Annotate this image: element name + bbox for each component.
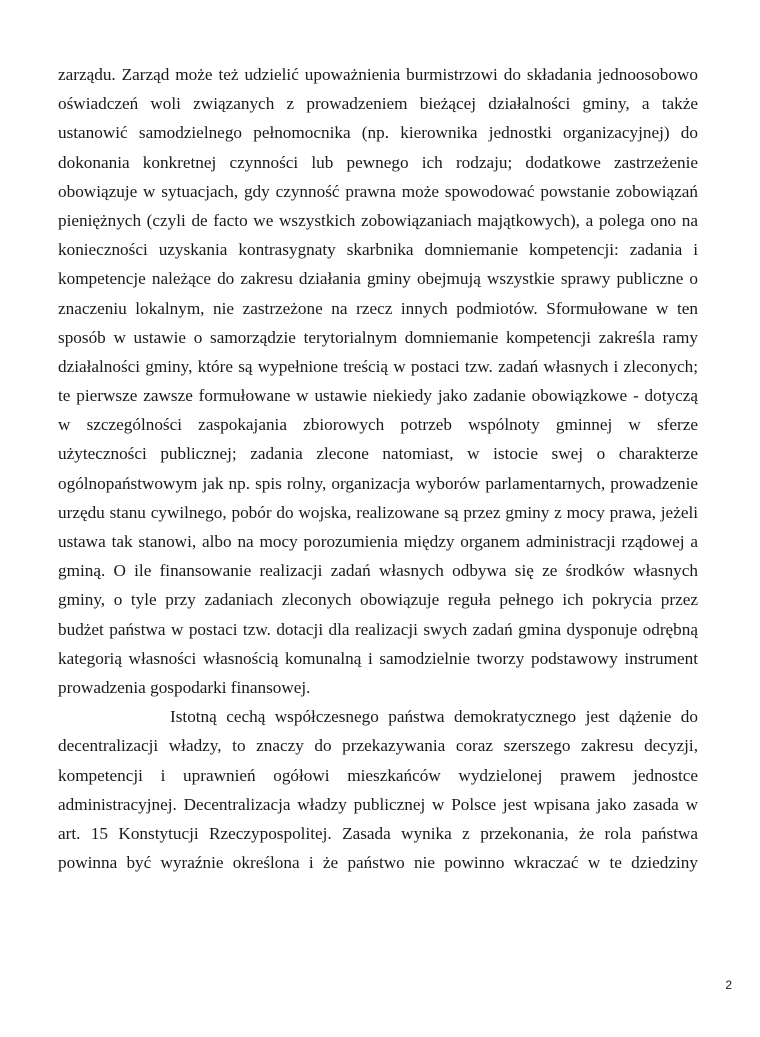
text-line: konieczności uzyskania kontrasygnaty skarbnika domniemanie kompetencji: zadania i [58, 240, 698, 260]
text-line: użyteczności publicznej; zadania zlecone natomiast, w istocie swej o charakterze [58, 444, 698, 464]
text-line: powinna być wyraźnie określona i że państwo nie powinno wkraczać w te dziedziny [58, 853, 698, 873]
text-line: te pierwsze zawsze formułowane w ustawie niekiedy jako zadanie obowiązkowe - dotyczą [58, 386, 698, 406]
text-line: gminy, o tyle przy zadaniach zleconych obowiązuje reguła pełnego ich pokrycia przez [58, 590, 698, 610]
text-line: Istotną cechą współczesnego państwa demokratycznego jest dążenie do [170, 707, 698, 727]
text-line: urzędu stanu cywilnego, pobór do wojska, realizowane są przez gminy z mocy prawa, jeżeli [58, 502, 698, 522]
text-line: obowiązuje w sytuacjach, gdy czynność prawna może spowodować powstanie zobowiązań [58, 181, 698, 201]
text-line: prowadzenia gospodarki finansowej. [58, 677, 311, 697]
text-line: znaczeniu lokalnym, nie zastrzeżone na rzecz innych podmiotów. Sformułowane w ten [58, 298, 698, 318]
text-line: kategorią własności własnością komunalną i samodzielnie tworzy podstawowy instrument [58, 648, 698, 668]
text-line: kompetencji i uprawnień ogółowi mieszkańców wydzielonej prawem jednostce [58, 765, 698, 785]
text-line: w szczególności zaspokajania zbiorowych potrzeb wspólnoty gminnej w sferze [58, 415, 698, 435]
text-line: sposób w ustawie o samorządzie terytorialnym domniemanie kompetencji zakreśla ramy [58, 327, 698, 347]
text-line: dokonania konkretnej czynności lub pewnego ich rodzaju; dodatkowe zastrzeżenie [58, 152, 698, 172]
text-line: kompetencje należące do zakresu działania gminy obejmują wszystkie sprawy publiczne o [58, 269, 698, 289]
text-line: decentralizacji władzy, to znaczy do przekazywania coraz szerszego zakresu decyzji, [58, 736, 698, 756]
paragraph-2 [58, 702, 698, 877]
page-number: 2 [725, 978, 732, 992]
text-line: zarządu. Zarząd może też udzielić upoważnienia burmistrzowi do składania jednoosobowo [58, 65, 698, 84]
text-line: ogólnopaństwowym jak np. spis rolny, organizacja wyborów parlamentarnych, prowadzenie [58, 473, 698, 493]
text-line: ustanowić samodzielnego pełnomocnika (np. kierownika jednostki organizacyjnej) do [58, 123, 698, 143]
text-line: działalności gminy, które są wypełnione treścią w postaci tzw. zadań własnych i zleconych; [58, 356, 698, 376]
text-line: art. 15 Konstytucji Rzeczypospolitej. Zasada wynika z przekonania, że rola państwa [58, 823, 698, 843]
text-line: ustawa tak stanowi, albo na mocy porozumienia między organem administracji rządowej a [58, 532, 698, 551]
text-line: gminą. O ile finansowanie realizacji zadań własnych odbywa się ze środków własnych [58, 561, 698, 581]
text-line: pieniężnych (czyli de facto we wszystkich zobowiązaniach majątkowych), a polega ono na [58, 210, 698, 230]
text-line: oświadczeń woli związanych z prowadzeniem bieżącej działalności gminy, a także [58, 94, 698, 114]
body-text [58, 60, 698, 877]
text-line: budżet państwa w postaci tzw. dotacji dla realizacji swych zadań gmina dysponuje odrębną [58, 619, 698, 639]
paragraph-1 [58, 60, 698, 702]
text-line: administracyjnej. Decentralizacja władzy publicznej w Polsce jest wpisana jako zasada w [58, 794, 698, 814]
